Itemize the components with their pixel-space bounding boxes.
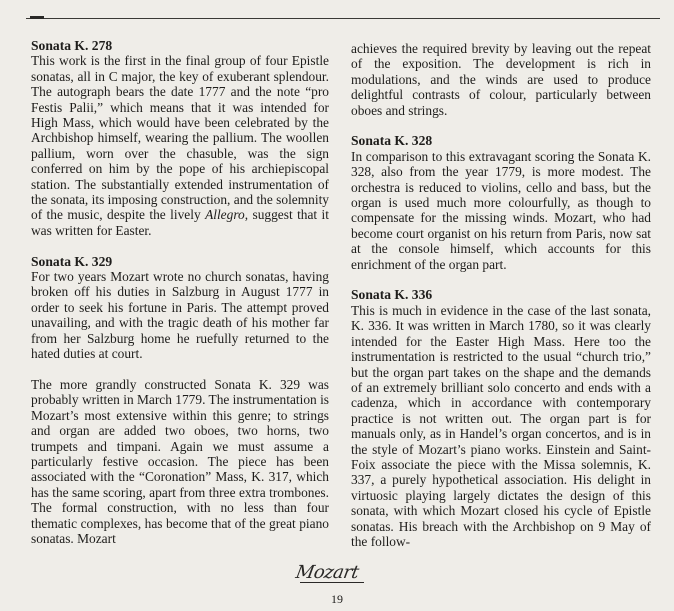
heading-k278: Sonata K. 278: [31, 38, 113, 53]
paragraph-k278: This work is the first in the final group of four Epistle sonatas, all in C major, the key of exuberant splendour. The autograph bears the date 1777 and the note “pro Festis Palii,” which means that it was intended for High Mass, which would have been celebrated by the Archbishop himself, wearing the pallium. The woollen pallium, worn over the chasuble, was the sign conferred on him by the pope of his archiepiscopal station. The substantially extended instrumentation of the sonata, its imposing construction, and the solemnity of the music, despite the lively Allegro, suggest that it was written for Easter.: [31, 53, 329, 238]
left-column: [31, 38, 329, 546]
paragraph-k328: In comparison to this extravagant scoring the Sonata K. 328, also from the year 1779, is more modest. The orchestra is reduced to violins, cello and bass, but the organ is used much more colourfully, as though to compensate for the missing winds. Mozart, who had become court organist on his return from Paris, now sat at the console himself, which accounts for this enrichment of the organ part.: [351, 148, 651, 272]
heading-k336: Sonata K. 336: [351, 287, 433, 303]
paragraph-continuation: achieves the required brevity by leaving out the repeat of the exposition. The development is rich in modulations, and the winds are used to produce delightful contrasts of colour, particularly between oboes and strings.: [351, 41, 651, 118]
signature-underline: [300, 582, 364, 583]
heading-k329: Sonata K. 329: [31, 253, 113, 269]
page-number: 19: [331, 592, 343, 606]
paragraph-k329-2: The more grandly constructed Sonata K. 329 was probably written in March 1779. The instrumentation is Mozart’s most extensive within this genre; to strings and organ are added two oboes, two horns, two trumpets and timpani. Again we must assume a particularly festive occasion. The piece has been associated with the “Coronation” Mass, K. 317, which has the same scoring, apart from three extra trombones. The formal construction, with no less than four thematic complexes, has become that of the great piano sonatas. Mozart: [31, 376, 330, 546]
mozart-signature: Mozart: [294, 562, 361, 583]
paragraph-k336: This is much in evidence in the case of the last sonata, K. 336. It was written in March 1780, so it was clearly intended for the Easter High Mass. Here too the instrumentation is restricted to the usual “church trio,” but the organ part takes on the shape and the demands of an extremely brilliant solo concerto and ends with a cadenza, which in accordance with contemporary practice is not written out. The organ part is for manuals only, as in Handel’s organ concertos, and is in the style of Mozart’s piano works. Einstein and Saint-Foix associate the piece with the Missa solemnis, K. 337, a purely hypothetical association. His delight in virtuosic playing largely dictates the design of this sonata, with which Mozart closed his cycle of Epistle sonatas. His breach with the Archbishop on 9 May of the follow-: [351, 302, 651, 549]
allegro-term: Allegro: [205, 207, 245, 223]
top-rule: [26, 18, 660, 19]
paragraph-k329-1: For two years Mozart wrote no church sonatas, having broken off his duties in Salzburg in August 1777 in order to seek his fortune in Paris. The attempt proved unavailing, and with the tragic death of his mother far from her Salzburg home he ruefully returned to the hated duties at court.: [31, 269, 329, 362]
heading-k328: Sonata K. 328: [351, 133, 433, 149]
top-rule-mark: [30, 16, 44, 19]
right-column: [351, 41, 651, 549]
